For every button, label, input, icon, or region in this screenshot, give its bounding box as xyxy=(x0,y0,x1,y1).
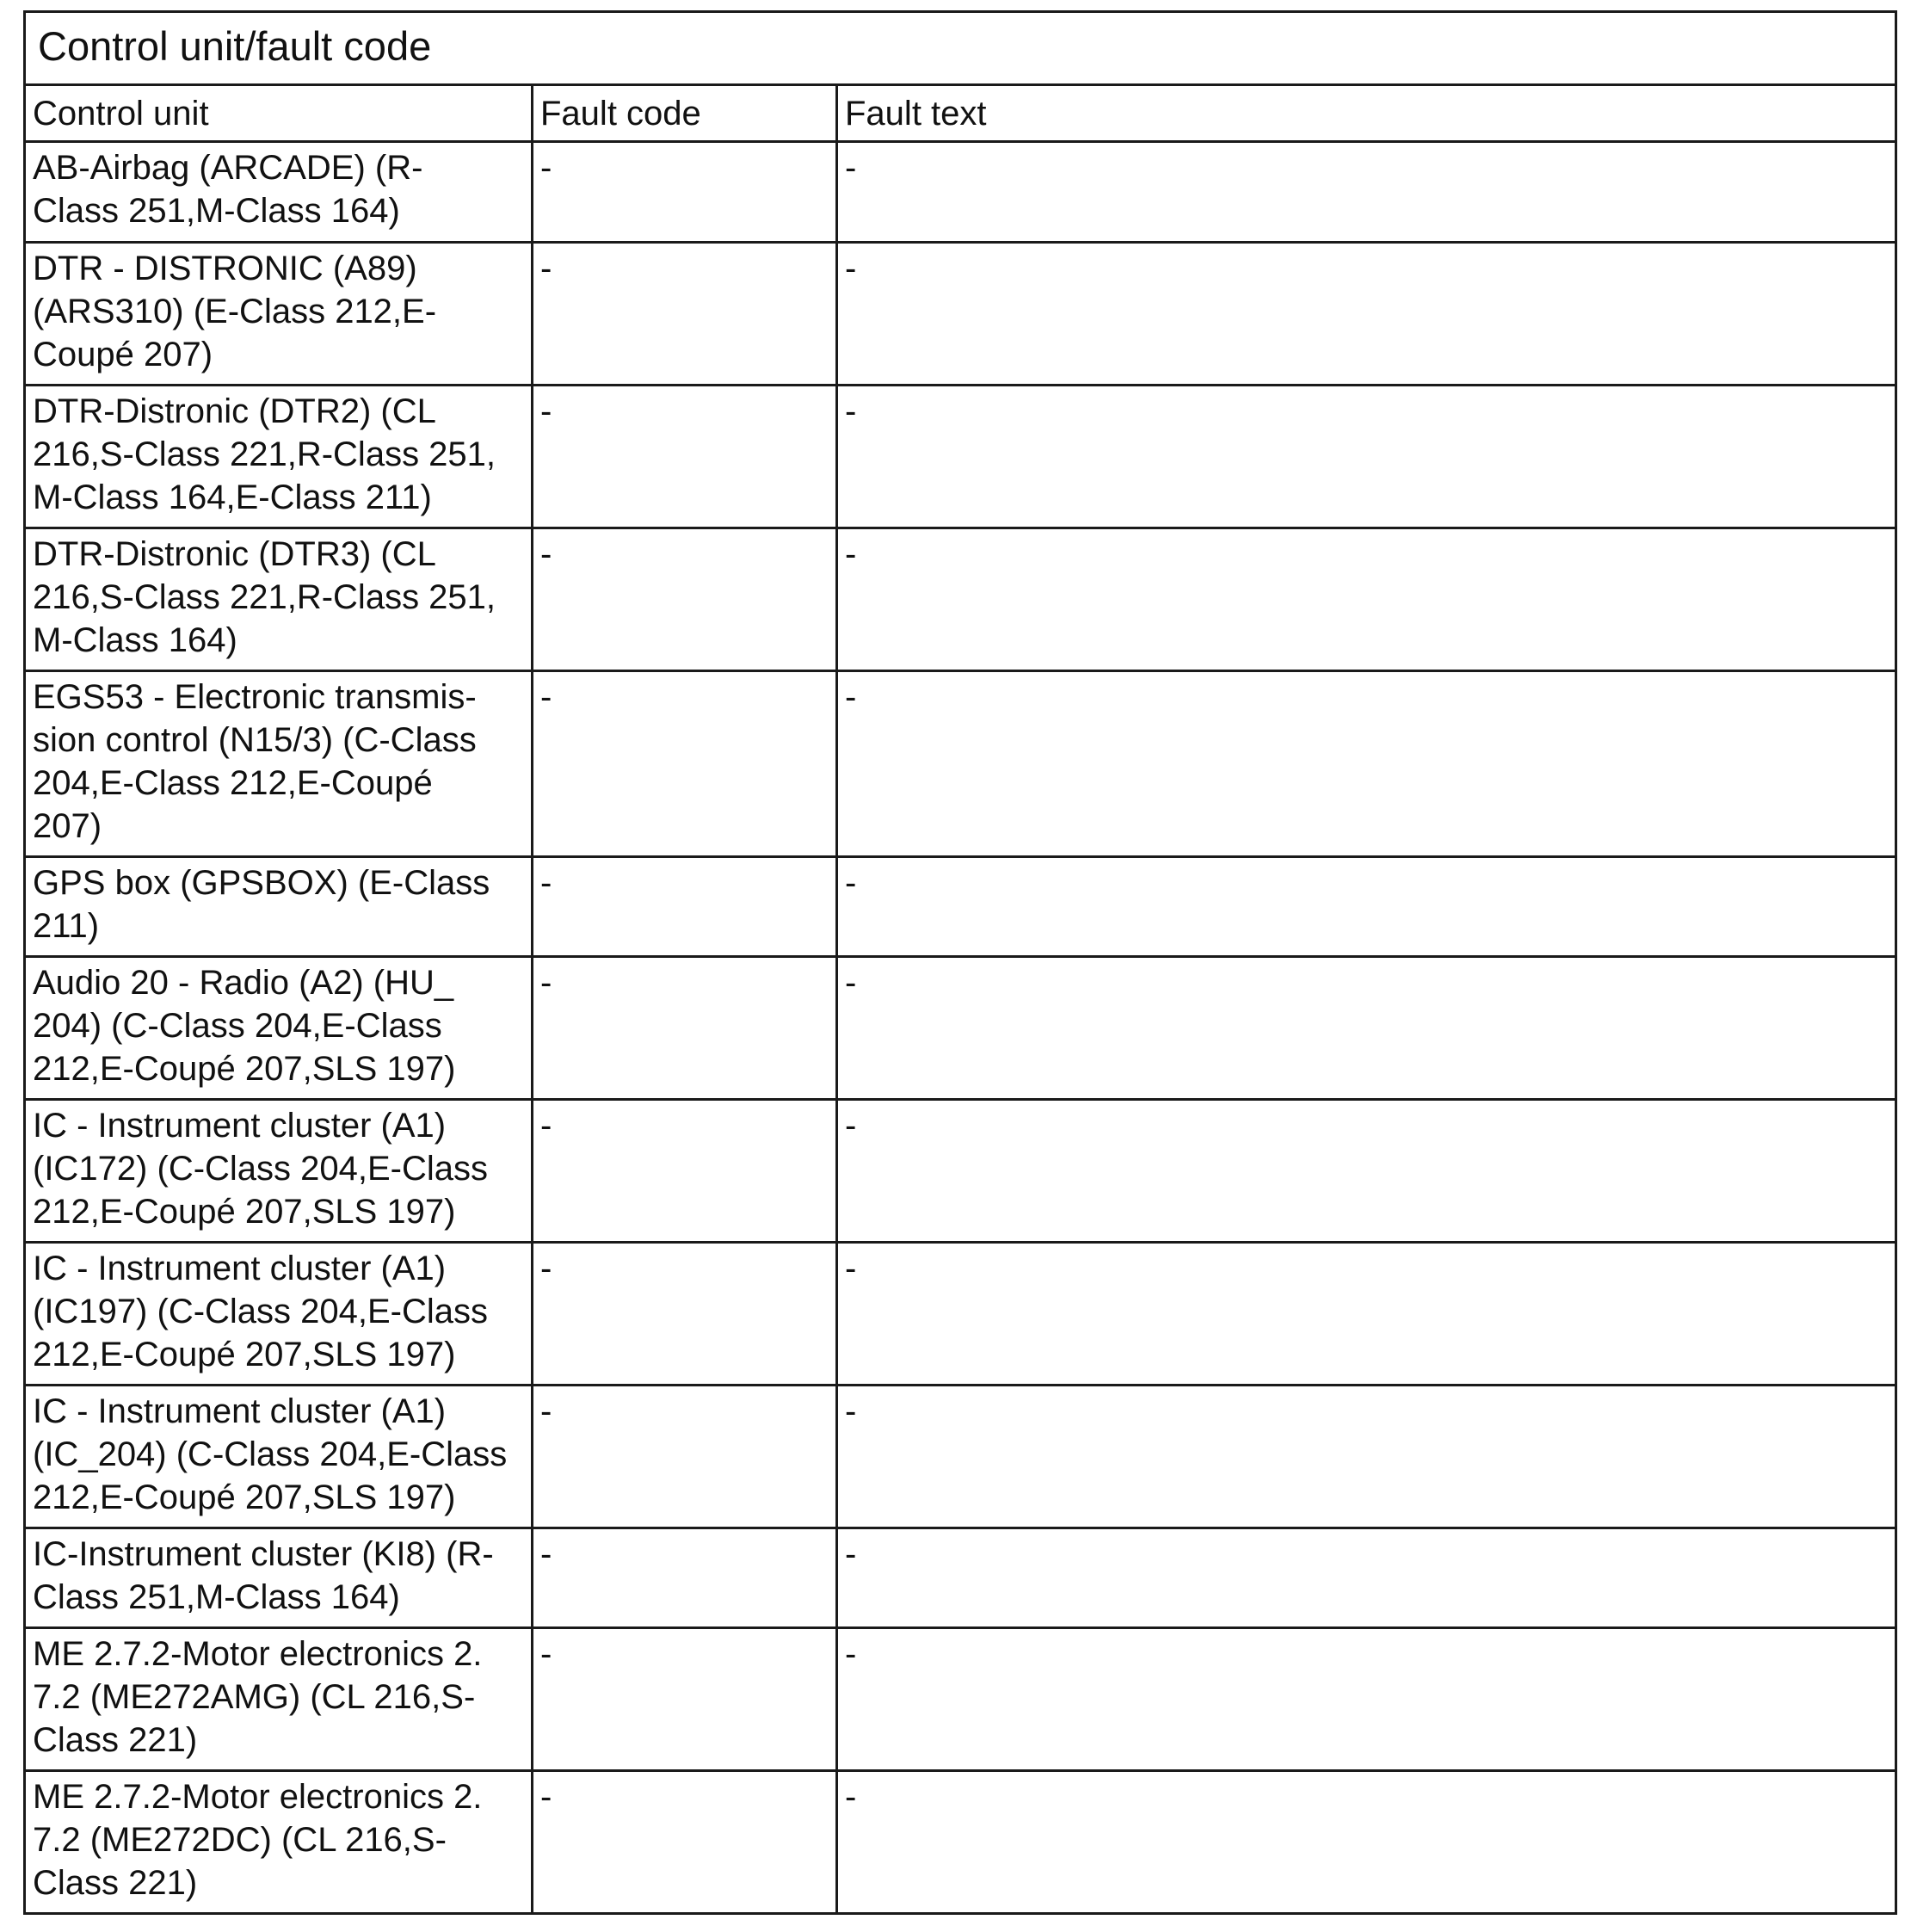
control-unit-text: IC - Instrument cluster (A1) (IC197) (C-Class 204,E-Class 212,E-Coupé 207,SLS 197) xyxy=(33,1250,489,1373)
cell-fault-text: - xyxy=(837,386,1896,528)
control-unit-text: IC - Instrument cluster (A1) (IC172) (C-Class 204,E-Class 212,E-Coupé 207,SLS 197) xyxy=(33,1107,489,1231)
control-unit-text: ME 2.7.2-Motor electronics 2. 7.2 (ME272DC) (CL 216,S- Class 221) xyxy=(33,1778,483,1902)
table-title-row xyxy=(25,12,1896,85)
cell-fault-text: - xyxy=(837,243,1896,386)
table-row xyxy=(25,386,1896,528)
table-row xyxy=(25,1528,1896,1628)
cell-fault-code: - xyxy=(533,1100,837,1243)
cell-fault-code: - xyxy=(533,671,837,857)
cell-fault-code: - xyxy=(533,1386,837,1528)
cell-fault-text: - xyxy=(837,1628,1896,1771)
table-row xyxy=(25,671,1896,857)
cell-control-unit xyxy=(25,857,533,957)
cell-fault-code: - xyxy=(533,386,837,528)
table-row xyxy=(25,1243,1896,1386)
cell-fault-code: - xyxy=(533,528,837,671)
table-header-row xyxy=(25,85,1896,142)
control-unit-text: GPS box (GPSBOX) (E-Class 211) xyxy=(33,864,490,945)
table-row xyxy=(25,243,1896,386)
table-row xyxy=(25,528,1896,671)
cell-fault-code: - xyxy=(533,1528,837,1628)
cell-fault-text: - xyxy=(837,957,1896,1100)
cell-control-unit xyxy=(25,671,533,857)
control-unit-text: AB-Airbag (ARCADE) (R- Class 251,M-Class 164) xyxy=(33,149,423,230)
control-unit-text: ME 2.7.2-Motor electronics 2. 7.2 (ME272AMG) (CL 216,S- Class 221) xyxy=(33,1635,483,1759)
cell-fault-text: - xyxy=(837,528,1896,671)
cell-fault-text: - xyxy=(837,671,1896,857)
control-unit-text: IC-Instrument cluster (KI8) (R- Class 251,M-Class 164) xyxy=(33,1535,494,1616)
control-unit-text: EGS53 - Electronic transmis- sion control (N15/3) (C-Class 204,E-Class 212,E-Coupé 207) xyxy=(33,678,477,845)
fault-code-document xyxy=(23,10,1895,1915)
cell-control-unit xyxy=(25,528,533,671)
cell-fault-text: - xyxy=(837,857,1896,957)
header-control-unit: Control unit xyxy=(25,85,533,142)
cell-control-unit xyxy=(25,386,533,528)
cell-control-unit xyxy=(25,1528,533,1628)
cell-control-unit xyxy=(25,957,533,1100)
header-fault-code: Fault code xyxy=(533,85,837,142)
cell-fault-text: - xyxy=(837,142,1896,243)
cell-control-unit xyxy=(25,1100,533,1243)
table-title: Control unit/fault code xyxy=(25,12,1896,85)
cell-fault-code: - xyxy=(533,243,837,386)
fault-code-table xyxy=(23,10,1897,1915)
table-row xyxy=(25,1100,1896,1243)
cell-control-unit xyxy=(25,1771,533,1914)
control-unit-text: Audio 20 - Radio (A2) (HU_ 204) (C-Class 204,E-Class 212,E-Coupé 207,SLS 197) xyxy=(33,964,456,1088)
control-unit-text: DTR-Distronic (DTR2) (CL 216,S-Class 221,R-Class 251, M-Class 164,E-Class 211) xyxy=(33,392,496,516)
cell-control-unit xyxy=(25,1386,533,1528)
cell-fault-code: - xyxy=(533,1243,837,1386)
table-row xyxy=(25,142,1896,243)
header-fault-text: Fault text xyxy=(837,85,1896,142)
table-row xyxy=(25,1628,1896,1771)
cell-fault-code: - xyxy=(533,1628,837,1771)
cell-fault-code: - xyxy=(533,857,837,957)
control-unit-text: DTR-Distronic (DTR3) (CL 216,S-Class 221,R-Class 251, M-Class 164) xyxy=(33,535,496,659)
table-row xyxy=(25,957,1896,1100)
cell-fault-text: - xyxy=(837,1771,1896,1914)
cell-control-unit xyxy=(25,142,533,243)
cell-fault-code: - xyxy=(533,1771,837,1914)
cell-fault-text: - xyxy=(837,1243,1896,1386)
cell-control-unit xyxy=(25,1628,533,1771)
table-row xyxy=(25,1386,1896,1528)
cell-fault-text: - xyxy=(837,1528,1896,1628)
control-unit-text: DTR - DISTRONIC (A89) (ARS310) (E-Class 212,E- Coupé 207) xyxy=(33,250,437,373)
cell-fault-code: - xyxy=(533,957,837,1100)
table-row xyxy=(25,1771,1896,1914)
control-unit-text: IC - Instrument cluster (A1) (IC_204) (C-Class 204,E-Class 212,E-Coupé 207,SLS 197) xyxy=(33,1392,508,1516)
cell-control-unit xyxy=(25,243,533,386)
cell-control-unit xyxy=(25,1243,533,1386)
cell-fault-text: - xyxy=(837,1100,1896,1243)
table-row xyxy=(25,857,1896,957)
cell-fault-code: - xyxy=(533,142,837,243)
cell-fault-text: - xyxy=(837,1386,1896,1528)
table-body xyxy=(25,142,1896,1914)
